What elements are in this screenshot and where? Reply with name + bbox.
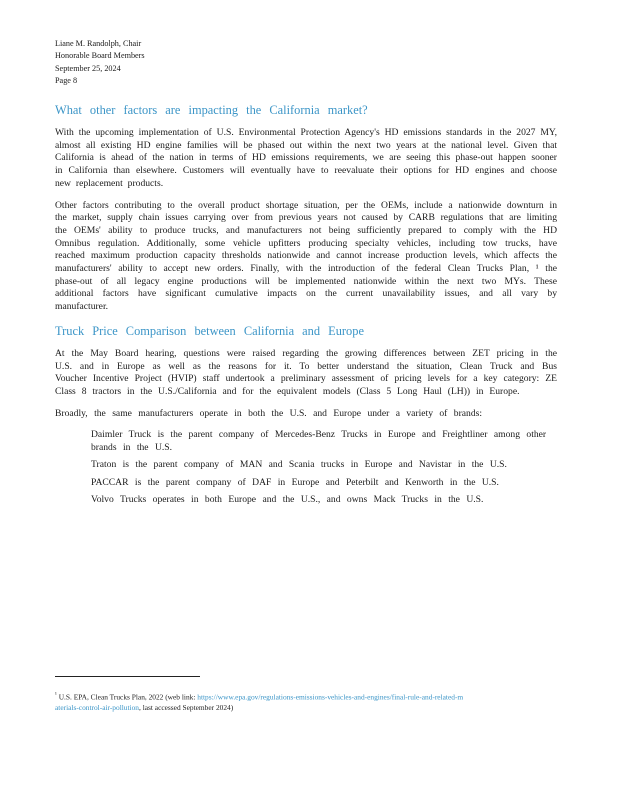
header-page-number: Page 8 bbox=[55, 75, 78, 85]
paragraph-may-board-hearing: At the May Board hearing, questions were raised regarding the growing differences between ZET pricing in the U.S. and in Europe as well as the reasons for it. To better understand the situation, Clean Truck and Bus Voucher Incentive Project (HVIP) staff undertook a preliminary assessment of pricing levels for a key category: ZE Class 8 tractors in the U.S./California and for the equivalent models (Class 5 Long Haul (LH)) in Europe. bbox=[55, 347, 557, 397]
list-item: Traton is the parent company of MAN and Scania trucks in Europe and Navistar in the U.S. bbox=[91, 459, 507, 471]
list-item: PACCAR is the parent company of DAF in Europe and Peterbilt and Kenworth in the U.S. bbox=[91, 476, 499, 488]
list-item: Daimler Truck is the parent company of Mercedes-Benz Trucks in Europe and Freightliner among other brands in the U.S. bbox=[91, 429, 547, 453]
section-heading-price-comparison: Truck Price Comparison between California and Europe bbox=[55, 323, 364, 338]
paragraph-other-factors: Other factors contributing to the overall product shortage situation, per the OEMs, include a nationwide downturn in the market, supply chain issues carrying over from previous years not caused by CARB regulations that are limiting the OEMs' ability to produce trucks, and manufacturers not being sufficiently prepared to comply with the HD Omnibus regulation. Additionally, some vehicle upfitters producing specialty vehicles, including tow trucks, have reached maximum production capacity thresholds nationwide and cannot increase production levels, which affects the manufacturers' ability to accept new orders. Finally, with the introduction of the federal Clean Trucks Plan, ¹ the phase-out of all legacy engine productions will be implemented nationwide within the next two MYs. These additional factors have significant cumulative impacts on the current unavailability issues, and all vary by manufacturer. bbox=[55, 199, 557, 313]
footnote-link[interactable]: https://www.epa.gov/regulations-emissions-vehicles-and-engines/final-rule-and-related-materials-control-air-pollution bbox=[55, 692, 464, 713]
manufacturer-list bbox=[55, 429, 557, 507]
footnote bbox=[55, 690, 465, 714]
footnote-divider bbox=[55, 676, 200, 677]
header-date: September 25, 2024 bbox=[55, 63, 121, 73]
list-item: Volvo Trucks operates in both Europe and the U.S., and owns Mack Trucks in the U.S. bbox=[91, 494, 484, 506]
section-heading-other-factors: What other factors are impacting the California market? bbox=[55, 103, 368, 117]
letter-header bbox=[55, 38, 145, 87]
main-content bbox=[55, 102, 557, 512]
paragraph-manufacturers-intro: Broadly, the same manufacturers operate in both the U.S. and Europe under a variety of brands: bbox=[55, 407, 483, 419]
footnote-marker: ¹ bbox=[55, 692, 57, 698]
paragraph-upcoming-implementation: With the upcoming implementation of U.S. Environmental Protection Agency's HD emissions standards in the 2027 MY, almost all existing HD engine families will be phased out within the next two years at the national level. Given that California is ahead of the nation in terms of HD emissions requirements, we are seeing this phase-out happen sooner in California than elsewhere. Customers will eventually have to reevaluate their options for HD engines and choose new replacement products. bbox=[55, 127, 557, 189]
header-recipient-group: Honorable Board Members bbox=[55, 51, 145, 61]
footnote-suffix: , last accessed September 2024) bbox=[139, 703, 234, 713]
footnote-text: U.S. EPA, Clean Trucks Plan, 2022 (web link: bbox=[58, 692, 196, 702]
header-recipient: Liane M. Randolph, Chair bbox=[55, 39, 142, 48]
